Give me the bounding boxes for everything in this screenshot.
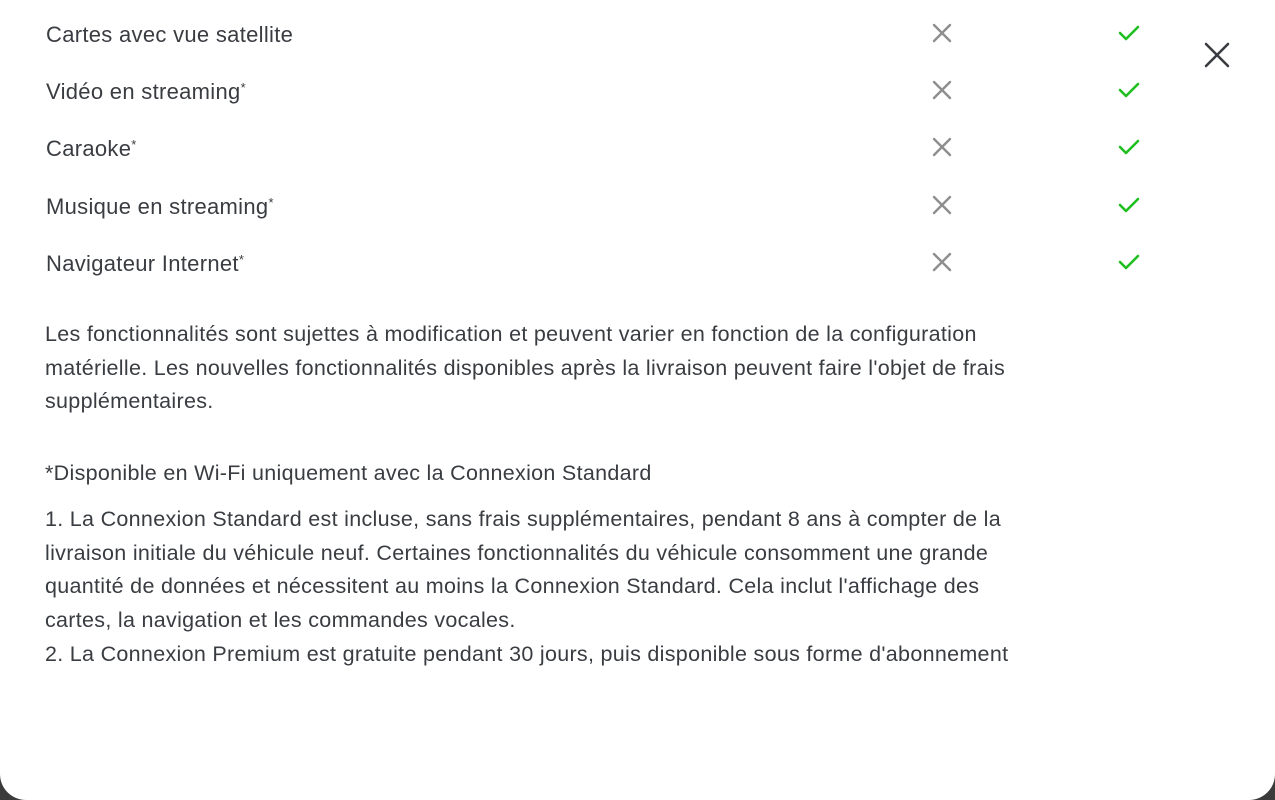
footnotes-text: [45, 503, 1220, 672]
footnote-line: 2. La Connexion Premium est gratuite pendant 30 jours, puis disponible sous forme d'abonnement: [45, 641, 1009, 666]
cross-icon: [931, 79, 953, 101]
feature-row: [46, 77, 1166, 117]
footnote-line: livraison initiale du véhicule neuf. Certaines fonctionnalités du véhicule consomment une grande: [45, 540, 989, 565]
check-icon: [1117, 79, 1141, 101]
feature-label: Navigateur Internet*: [46, 251, 245, 276]
check-icon: [1117, 194, 1141, 216]
check-icon: [1117, 251, 1141, 273]
disclaimer-line: matérielle. Les nouvelles fonctionnalités disponibles après la livraison peuvent faire l'objet de frais: [45, 355, 1006, 380]
feature-row: [46, 134, 1166, 174]
feature-row: [46, 249, 1166, 289]
cross-icon: [931, 194, 953, 216]
close-icon: [1204, 42, 1230, 68]
feature-row: [46, 20, 1166, 60]
disclaimer-line: Les fonctionnalités sont sujettes à modification et peuvent varier en fonction de la configuration: [45, 322, 977, 346]
check-icon: [1117, 22, 1141, 44]
cross-icon: [931, 22, 953, 44]
disclaimer-text: [45, 318, 1220, 419]
feature-label: Musique en streaming*: [46, 194, 274, 219]
close-button[interactable]: [1198, 36, 1236, 74]
footnote-line: cartes, la navigation et les commandes vocales.: [45, 608, 516, 633]
footnote-line: quantité de données et nécessitent au moins la Connexion Standard. Cela inclut l'affichage des: [45, 574, 980, 599]
disclaimer-line: supplémentaires.: [45, 389, 214, 414]
check-icon: [1117, 136, 1141, 158]
feature-row: [46, 192, 1166, 232]
feature-label: Caraoke*: [46, 136, 137, 161]
cross-icon: [931, 136, 953, 158]
wifi-note: *Disponible en Wi-Fi uniquement avec la Connexion Standard: [45, 461, 652, 485]
footnote-line: 1. La Connexion Standard est incluse, sans frais supplémentaires, pendant 8 ans à compter de la: [45, 507, 1001, 531]
cross-icon: [931, 251, 953, 273]
feature-label: Cartes avec vue satellite: [46, 22, 294, 47]
feature-label: Vidéo en streaming*: [46, 79, 246, 104]
